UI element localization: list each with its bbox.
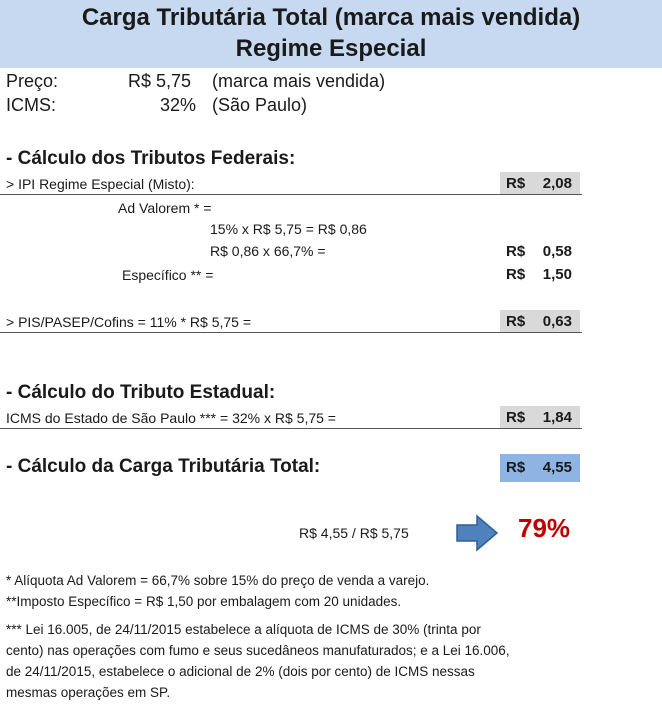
ipi-currency: R$	[506, 175, 526, 192]
percent-result: 79%	[518, 513, 571, 543]
pis-label: > PIS/PASEP/Cofins = 11% * R$ 5,75 =	[6, 314, 252, 330]
total-heading: - Cálculo da Carga Tributária Total:	[6, 456, 321, 477]
icms-note: (São Paulo)	[212, 95, 308, 115]
preco-label: Preço:	[6, 71, 59, 91]
total-value: 4,55	[542, 459, 572, 476]
page-title: Carga Tributária Total (marca mais vendida)	[81, 4, 581, 31]
ad-valorem-value-box	[500, 243, 580, 265]
icms-value: 32%	[160, 95, 197, 115]
ipi-underline	[0, 194, 582, 195]
pis-value-box	[500, 310, 580, 332]
ad-valorem-currency: R$	[506, 243, 526, 260]
ad-valorem-calc2: R$ 0,86 x 66,7% =	[210, 243, 326, 259]
footnote-3-line-3: de 24/11/2015, estabelece o adicional de 2% (dois por cento) de ICMS nessas	[6, 664, 475, 679]
icms-sp-currency: R$	[506, 409, 526, 426]
footnote-3-line-4: mesmas operações em SP.	[6, 685, 171, 700]
page-subtitle: Regime Especial	[235, 35, 427, 62]
ratio-text: R$ 4,55 / R$ 5,75	[299, 525, 409, 541]
footnote-3-line-1: *** Lei 16.005, de 24/11/2015 estabelece a alíquota de ICMS de 30% (trinta por	[6, 622, 481, 637]
icms-label: ICMS:	[6, 95, 57, 115]
ipi-value-box	[500, 172, 580, 194]
estadual-heading: - Cálculo do Tributo Estadual:	[6, 382, 276, 403]
ad-valorem-label: Ad Valorem * =	[118, 200, 212, 216]
ad-valorem-value: 0,58	[542, 243, 572, 260]
pis-currency: R$	[506, 313, 526, 330]
pis-underline	[0, 332, 582, 333]
especifico-currency: R$	[506, 266, 526, 283]
icms-sp-value: 1,84	[542, 409, 572, 426]
preco-value: R$ 5,75	[128, 71, 192, 91]
footnote-3-line-2: cento) nas operações com fumo e seus sucedâneos manufaturados; e a Lei 16.006,	[6, 643, 510, 658]
ipi-value: 2,08	[542, 175, 572, 192]
preco-note: (marca mais vendida)	[212, 71, 386, 91]
total-value-box	[500, 454, 580, 482]
federal-heading: - Cálculo dos Tributos Federais:	[6, 148, 296, 169]
especifico-label: Específico ** =	[122, 267, 214, 283]
total-currency: R$	[506, 459, 526, 476]
footnote-2: **Imposto Específico = R$ 1,50 por embalagem com 20 unidades.	[6, 594, 402, 609]
especifico-value: 1,50	[542, 266, 572, 283]
icms-sp-label: ICMS do Estado de São Paulo *** = 32% x R$ 5,75 =	[6, 410, 336, 426]
ad-valorem-calc1: 15% x R$ 5,75 = R$ 0,86	[210, 221, 367, 237]
ipi-label: > IPI Regime Especial (Misto):	[6, 176, 195, 192]
pis-value: 0,63	[542, 313, 572, 330]
icms-sp-underline	[0, 428, 582, 429]
especifico-value-box	[500, 266, 580, 288]
footnote-1: * Alíquota Ad Valorem = 66,7% sobre 15% do preço de venda a varejo.	[6, 573, 430, 588]
right-arrow-icon	[455, 514, 499, 552]
icms-sp-value-box	[500, 406, 580, 428]
